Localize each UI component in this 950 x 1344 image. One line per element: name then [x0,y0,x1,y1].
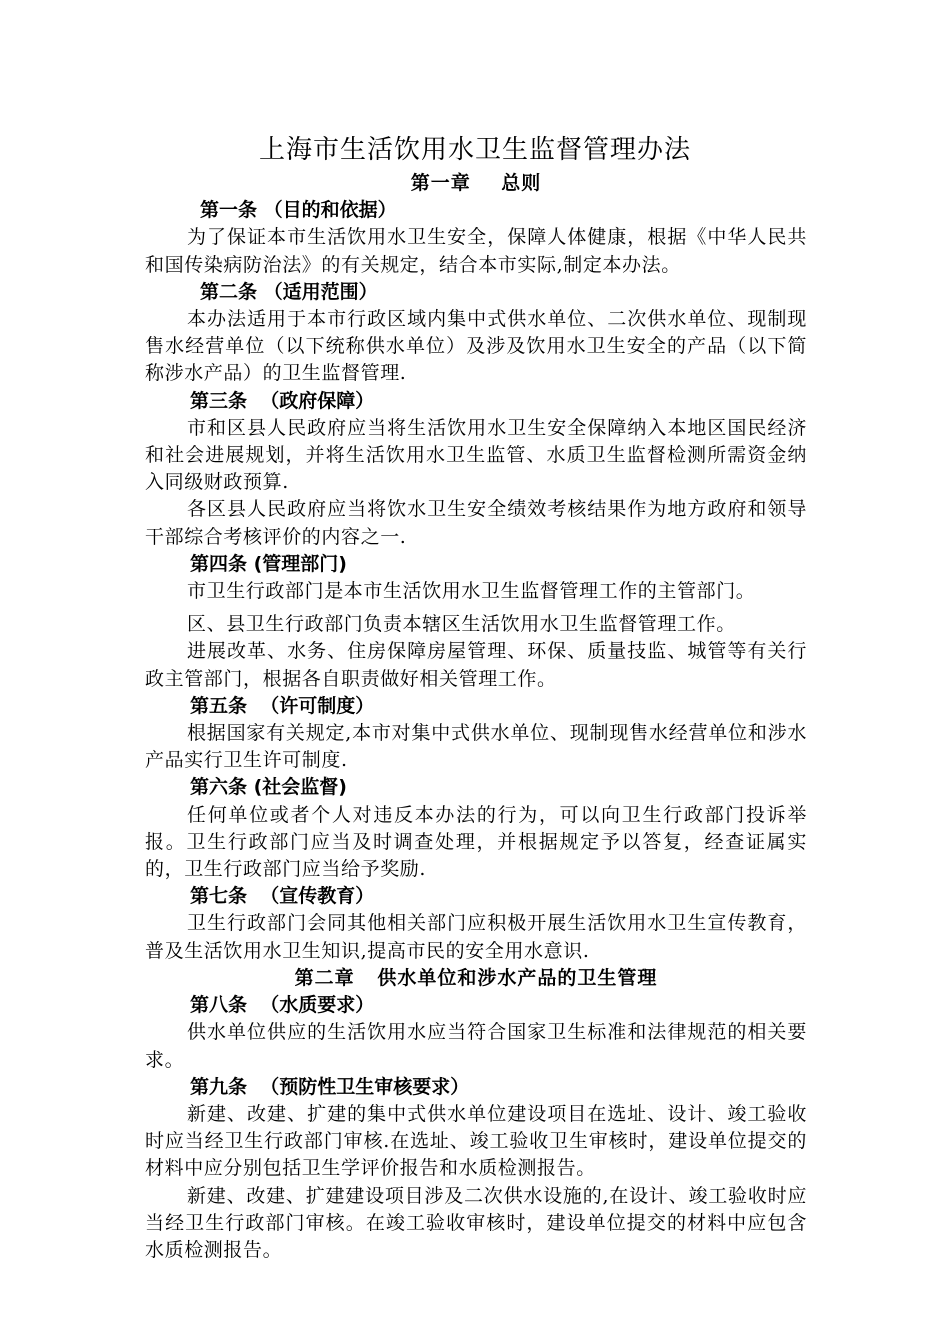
paragraph: 区、县卫生行政部门负责本辖区生活饮用水卫生监督管理工作。 [187,613,736,636]
article-heading: 第七条 （宣传教育） [190,885,375,908]
paragraph: 各区县人民政府应当将饮水卫生安全绩效考核结果作为地方政府和领导干部综合考核评价的内容之一. [145,498,807,548]
article-heading: 第一条 （目的和依据） [200,199,397,222]
paragraph: 本办法适用于本市行政区域内集中式供水单位、二次供水单位、现制现售水经营单位（以下统称供水单位）及涉及饮用水卫生安全的产品（以下简称涉水产品）的卫生监督管理. [145,308,807,385]
document-body [145,170,807,1264]
article-heading: 第四条 (管理部门) [190,552,347,575]
article-heading: 第三条 （政府保障） [190,389,375,412]
paragraph: 新建、改建、扩建的集中式供水单位建设项目在选址、设计、竣工验收时应当经卫生行政部门审核.在选址、竣工验收卫生审核时，建设单位提交的材料中应分别包括卫生学评价报告和水质检测报告。 [145,1102,807,1180]
paragraph: 卫生行政部门会同其他相关部门应积极开展生活饮用水卫生宣传教育，普及生活饮用水卫生知识,提高市民的安全用水意识. [145,912,807,962]
paragraph: 供水单位供应的生活饮用水应当符合国家卫生标准和法律规范的相关要求。 [145,1021,807,1071]
paragraph: 市卫生行政部门是本市生活饮用水卫生监督管理工作的主管部门。 [187,580,756,603]
article-heading: 第八条 （水质要求） [190,994,375,1017]
paragraph: 新建、改建、扩建建设项目涉及二次供水设施的,在设计、竣工验收时应当经卫生行政部门审核。在竣工验收审核时，建设单位提交的材料中应包含水质检测报告。 [145,1184,807,1261]
paragraph: 根据国家有关规定,本市对集中式供水单位、现制现售水经营单位和涉水产品实行卫生许可制度. [145,722,807,772]
chapter-heading: 第二章 供水单位和涉水产品的卫生管理 [294,966,658,989]
article-heading: 第九条 （预防性卫生审核要求） [190,1075,470,1098]
article-heading: 第五条 （许可制度） [190,694,375,717]
article-heading: 第二条 （适用范围） [200,280,378,303]
paragraph: 为了保证本市生活饮用水卫生安全，保障人体健康，根据《中华人民共和国传染病防治法》的有关规定，结合本市实际,制定本办法。 [145,226,807,276]
paragraph: 进展改革、水务、住房保障房屋管理、环保、质量技监、城管等有关行政主管部门，根据各自职责做好相关管理工作。 [145,640,807,690]
article-heading: 第六条 (社会监督) [190,776,347,799]
chapter-heading: 第一章 总则 [410,172,542,194]
paragraph: 任何单位或者个人对违反本办法的行为，可以向卫生行政部门投诉举报。卫生行政部门应当及时调查处理，并根据规定予以答复，经查证属实的，卫生行政部门应当给予奖励. [145,803,807,881]
document-title: 上海市生活饮用水卫生监督管理办法 [258,135,691,165]
paragraph: 市和区县人民政府应当将生活饮用水卫生安全保障纳入本地区国民经济和社会进展规划，并将生活饮用水卫生监管、水质卫生监督检测所需资金纳入同级财政预算. [145,416,807,494]
